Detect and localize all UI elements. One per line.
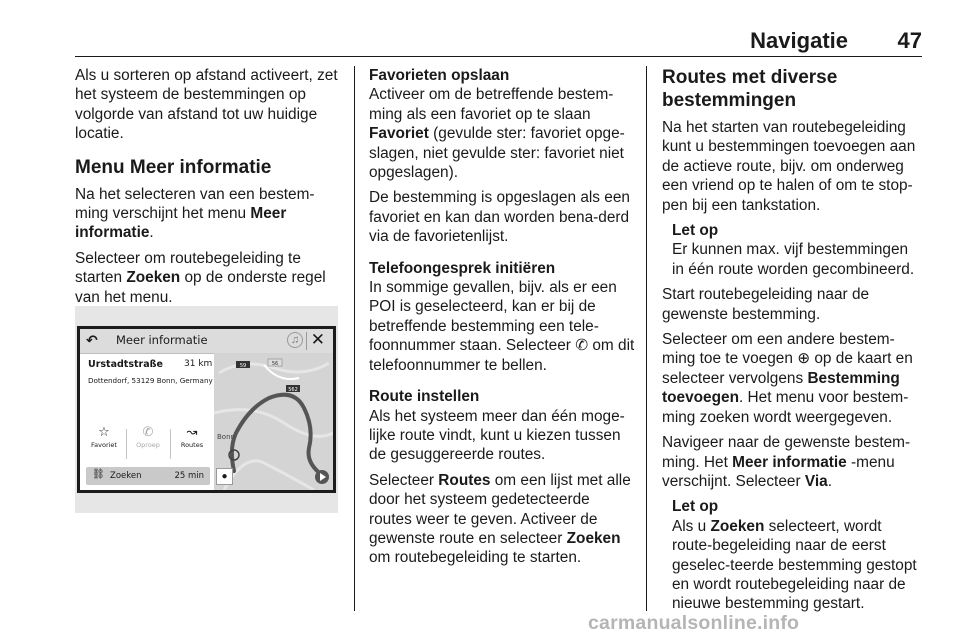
back-arrow-icon: ↶ (86, 332, 98, 348)
paragraph: Na het starten van routebegeleiding kunt u bestemmingen toevoegen aan de actieve route, bijv. om onderweg een vriend op te halen of om te stop-pen bij een tankstation. (662, 119, 916, 214)
section-heading: Routes met diverse bestemmingen (662, 67, 838, 111)
paragraph: Activeer om de betreffende bestem-ming als een favoriet op te slaan Favoriet (gevulde ster: favoriet opge-slagen, niet gevulde ster: favoriet niet opgeslagen). (369, 86, 625, 182)
address: Dottendorf, 53129 Bonn, Germany (88, 376, 213, 385)
note-heading: Let op (672, 222, 719, 240)
page-header (0, 0, 960, 60)
paragraph: Start routebegeleiding naar de gewenste bestemming. (662, 286, 870, 323)
paragraph: Als het systeem meer dan één moge-lijke route vindt, kunt u kiezen tussen de gesuggereerde routes. (369, 407, 625, 464)
screen-titlebar (80, 329, 333, 354)
crosshair-icon: ⊕ (797, 350, 811, 368)
screenshot-figure (75, 306, 338, 513)
chapter-title: Navigatie (750, 28, 848, 53)
section-heading: Menu Meer informatie (75, 156, 272, 178)
distance: 31 km (184, 359, 213, 369)
divider (306, 332, 307, 350)
subheading: Telefoongesprek initiëren (369, 259, 556, 277)
watermark: carmanualsonline.info (588, 612, 800, 634)
oproep-button: ✆ Oproep (130, 425, 166, 449)
subheading: Favorieten opslaan (369, 67, 510, 84)
paragraph: Selecteer om een andere bestem-ming toe te voegen ⊕ op de kaart en selecteer vervolgens Bestemming toevoegen. Het menu voor bestem-ming zoeken wordt weergegeven. (662, 331, 913, 426)
note-text: Als u Zoeken selecteert, wordt route-begeleiding naar de eerst geselec-teerde bestemming gestopt en wordt routebegeleiding naar de nieuwe bestemming gestart. (672, 517, 917, 613)
note-box (672, 497, 924, 613)
subheading: Route instellen (369, 388, 480, 406)
intro-paragraph: Als u sorteren op afstand activeert, zet het systeem de bestemmingen op volgorde van afstand tot uw huidige locatie. (75, 67, 338, 143)
note-text: Er kunnen max. vijf bestemmingen in één route worden gecombineerd. (672, 241, 915, 278)
note-box (672, 221, 924, 279)
column-3 (662, 66, 924, 620)
close-icon: ✕ (310, 330, 325, 349)
column-divider (354, 66, 355, 611)
favoriet-button: ☆ Favoriet (86, 425, 122, 449)
music-icon: ♫ (287, 332, 303, 348)
divider (170, 429, 171, 459)
zoeken-button: ⛓ Zoeken 25 min (86, 467, 210, 485)
action-buttons (86, 425, 212, 465)
svg-text:59: 59 (239, 363, 247, 369)
routes-button: ↝ Routes (174, 425, 210, 449)
column-divider (646, 66, 647, 611)
street-name: Urstadtstraße (88, 359, 163, 370)
paragraph: De bestemming is opgeslagen als een favoriet en kan dan worden bena-derd via de favorietenlijst. (369, 189, 630, 246)
svg-text:56: 56 (271, 361, 279, 367)
paragraph: Selecteer om routebegeleiding te starten Zoeken op de onderste regel van het menu. (75, 249, 326, 306)
paragraph: Navigeer naar de gewenste bestem-ming. Het Meer informatie -menu verschijnt. Selecteer Via. (662, 434, 911, 490)
svg-text:Bonn: Bonn (217, 433, 235, 441)
screen-title: Meer informatie (116, 333, 208, 347)
column-2 (369, 66, 635, 574)
divider (126, 429, 127, 459)
phone-icon: ✆ (575, 337, 589, 355)
star-icon: ☆ (98, 425, 110, 440)
car-icon: ⛓ (92, 469, 105, 480)
svg-text:562: 562 (288, 387, 298, 393)
column-1 (75, 66, 347, 313)
infotainment-screen (77, 326, 336, 493)
page-number: 47 (897, 28, 922, 53)
paragraph: Na het selecteren van een bestem-ming verschijnt het menu Meer informatie. (75, 185, 315, 242)
paragraph: Selecteer Routes om een lijst met alle door het systeem gedetecteerde routes weer te geven. Activeer de gewenste route en selecteer Zoeken om routebegeleiding te starten. (369, 471, 631, 567)
routes-icon: ↝ (186, 425, 198, 440)
location-pin-icon: ● (216, 468, 233, 485)
header-rule (75, 56, 922, 57)
paragraph: In sommige gevallen, bijv. als er een POI is geselecteerd, kan er bij de betreffende bestemming een tele-foonnummer staan. Selecteer ✆ om dit telefoonnummer te bellen. (369, 279, 635, 374)
note-heading: Let op (672, 498, 719, 516)
phone-icon: ✆ (142, 425, 154, 440)
